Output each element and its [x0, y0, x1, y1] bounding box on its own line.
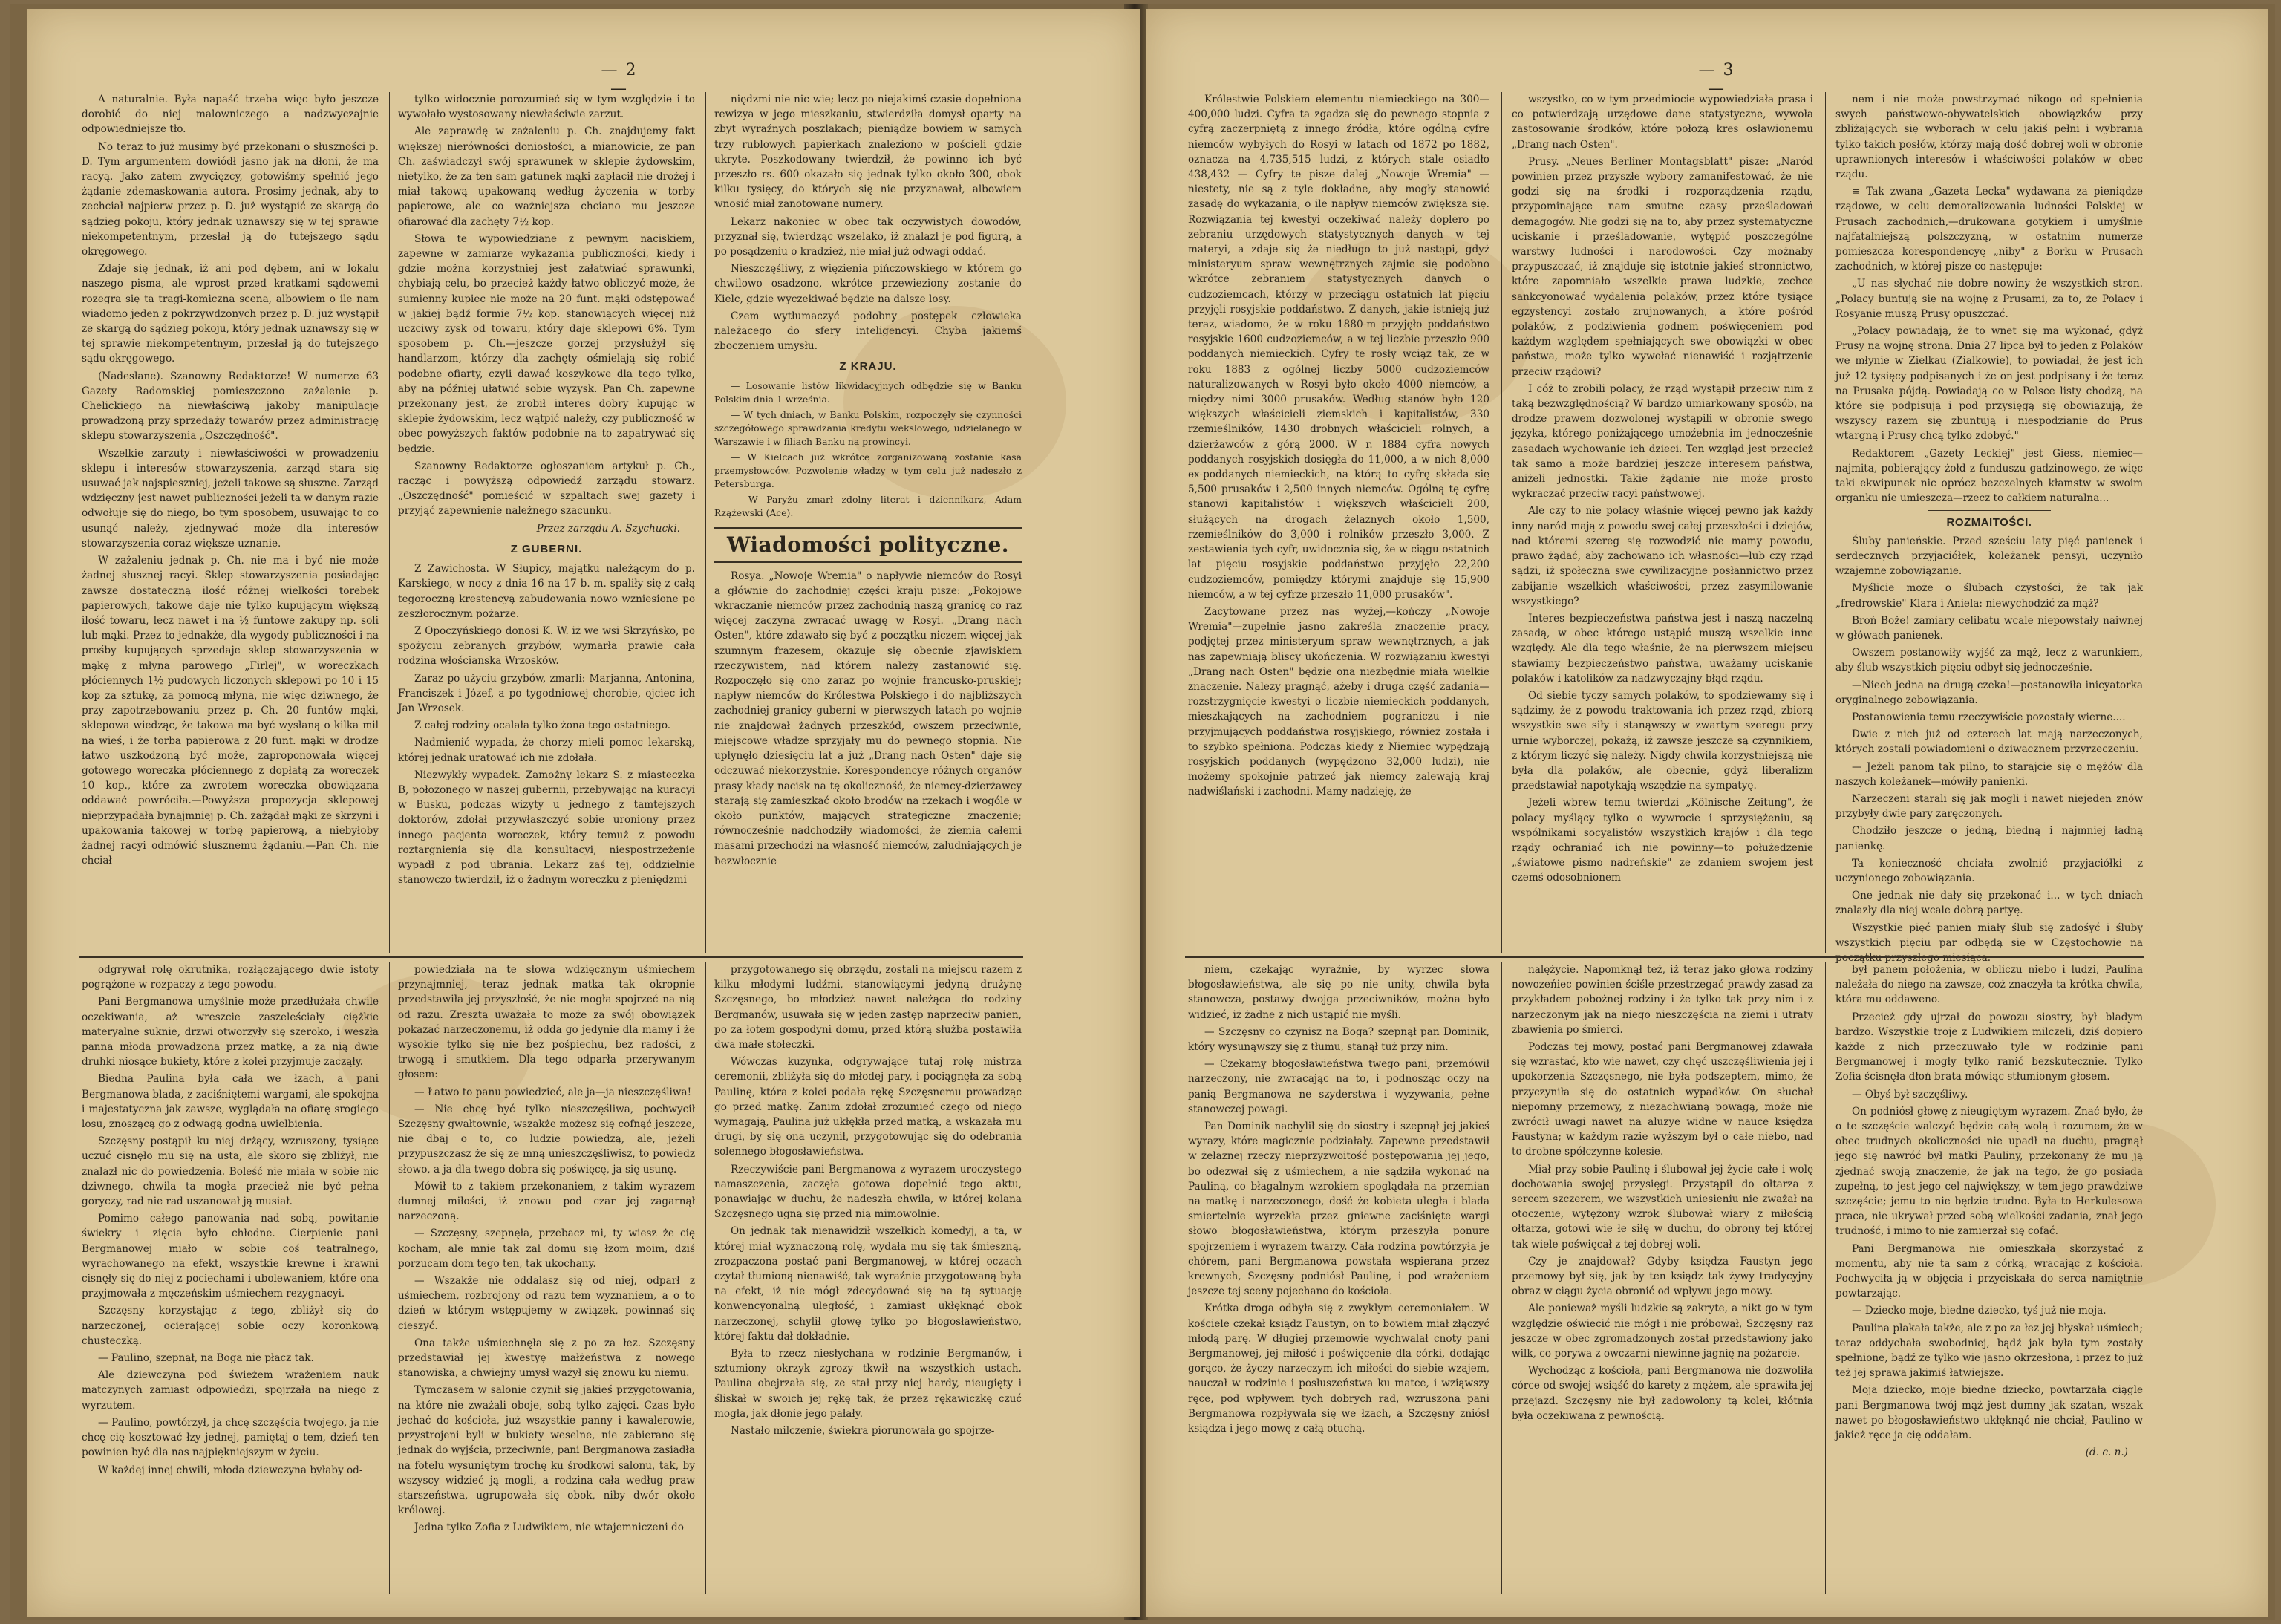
feuilleton-paragraph: Wówczas kuzynka, odgrywające tutaj rolę mistrza ceremonii, zbliżyła się do młodej pary, i pociągnęła za sobą Paulinę, która z kolei podała rękę Szczęsnemu prowadząc go przed matkę. Zanim zdołał zrozumieć czego od niego wymagają, Paulina już ukłękła przed matką, a wskazała mu drugi, by się ona uczynił, przygotowując się do odebrania solennego błogosławieństwa. [714, 1056, 1022, 1158]
feuilleton-paragraph: Biedna Paulina była cała we łzach, a pani Bergmanowa blada, z zaciśniętemi wargami, ale spokojna i majestatyczna jak zawsze, wyglądała na ofiarę srogiego losu, znoszącą go z odwagą godną uwielbienia. [82, 1073, 379, 1131]
feuilleton-column-1 [1188, 962, 1489, 1594]
political-news-paragraph: wszystko, co w tym przedmiocie wypowiedziała prasa i co potwierdzają urzędowe dane statystyczne, wywoła zastosowanie środków, które położą kres osławionemu „Drang nach Osten". [1512, 94, 1813, 151]
article-paragraph: Wszelkie zarzuty i niewłaściwości w prowadzeniu sklepu i interesów stowarzyszenia, zarząd stara się usuwać jak najspieszniej, jeżeli takowe są słuszne. Zarząd wdzięczny jest nawet publiczności jeżeli ta w danym razie odwołuje się do niego, bo tym sposobem, usuwając to co usunąć należy, zjednywać może dla interesów stowarzyszenia coraz większe uznanie. [82, 447, 379, 550]
news-paragraph: Narzeczeni starali się jak mogli i nawet niejeden znów przybyły dwie pary zaręczonych. [1835, 792, 2143, 821]
news-paragraph: — Jeżeli panom tak pilno, to starajcie się o mężów dla naszych koleżanek—mówiły panienki. [1835, 760, 2143, 788]
article-paragraph: No teraz to już musimy być przekonani o słuszności p. D. Tym argumentem dowiódł jasno jak na dłoni, że ma racyą. Jako zatem zwycięzcy, gotowiśmy spełnić jego żądanie zdemaskowania autora. Prosimy jednak, aby to zechciał najpierw przez p. D. już wystąpić ze skargą do sądzieg pokoju, który jednak uznawszy się w tej sprawie niekompetentnym, przesłał ją do tutejszego sądu okręgowego. [82, 140, 379, 258]
feuilleton-paragraph: odgrywał rolę okrutnika, rozłączającego dwie istoty pogrążone w rozpaczy z tego powodu. [82, 964, 379, 991]
feuilleton-paragraph: Szczęsny korzystając z tego, zbliżył się do narzeczonej, ocierającej sobie oczy koronkową chusteczką. [82, 1305, 379, 1347]
political-news-paragraph: I cóż to zrobili polacy, że rząd wystąpił przeciw nim z taką bezwzględnością? W bardzo umiarkowany sposób, na drodze prawem dozwolonej wystąpili w obronie swego języka, którego poniżającego umoźebnia im jednocześnie zasadach wychowanie ich dzieci. Ten wzgląd jest przecież tak samo a może bardziej jeszcze interesem państwa, aniżeli jednostki. Takie żądanie nie może prosto wykraczać przeciw racyi państwowej. [1512, 382, 1813, 500]
feuilleton-paragraph: Moja dziecko, moje biedne dziecko, powtarzała ciągle pani Bergmanowa twój mąż jest dumny jak szatan, wszak nawet po błogosławieństwo ukłęknąć nie chciał, Paulino w jakież ręce ja cię oddałam. [1835, 1384, 2143, 1442]
news-paragraph: Owszem postanowiły wyjść za mąż, lecz z warunkiem, aby ślub wszystkich pięciu odbył się jednocześnie. [1835, 647, 2143, 674]
political-news-paragraph: Królestwie Polskiem elementu niemieckiego na 300—400,000 ludzi. Cyfra ta zgadza się do pewnego stopnia z cyfrą zaczerpniętą z innego źródła, które ogólną cyfrę niemców wybyłych do Rosyi w latach od 1872 po 1882, oznacza na 4,735,515 ludzi, z których stale osiadło 438,432 — Cyfry te pisze dalej „Nowoje Wremia" — niestety, nie są z tyle dokładne, aby mogły stanowić zasadę do wykazania, o ile napływ niemców zwiększa się. Rozwiązania tej kwestyi oczekiwać należy doplero po zebraniu urzędowych statystycznych danych w tej materyi, a zdaje się że niedługo to już nastąpi, gdyż ministeryum spraw wewnętrznych zajmie się podobno wkrótce zebraniem statystycznych danych o cudzoziemcach, którzy w przeciągu ostatnich lat pięciu przyjęli rosyjskie poddaństwo. Z danych, jakie istnieją już teraz, wiadomo, że w roku 1880-m przyjęło poddaństwo rosyjskie 1600 cudzoziemców, a w tej liczbie przeszło 900 poddanych niemieckich. Cyfry te rosły wciąż tak, że w roku 1883 z ogólnej liczby 5000 cudzoziemców naturalizowanych w Rosyi było około 4000 niemców, a między nimi 3000 prusaków. Według stanów było 120 większych właścicieli ziemskich i kapitalistów, 330 rzemieślników, 1430 drobnych właścicieli rolnych, a dzierżawców z górą 2000. W r. 1884 cyfra nowych poddanych rosyjskich dosięgła do 11,000, a w nich 8,000 ex-poddanych niemieckich, na którą to cyfrę składa się 5,500 prusaków i 2,500 innych niemców. Ogólną tę cyfrę stanowi kapitalistów i większych właścicieli 200, służących na drogach żelaznych około 1,500, rzemieślników do 3,000 i rolników przeszło 3,000. Z zestawienia tych cyfr, uwidocznia się, że w ciągu ostatnich lat pięciu rosyjskie poddaństwo przyjęło 22,200 cudzoziemców, pomiędzy którymi znajduje się 15,900 niemców, a w tej cyfrze przeszło 11,000 prusaków". [1188, 94, 1489, 601]
news-paragraph: Lekarz nakoniec w obec tak oczywistych dowodów, przyznał się, twierdząc wszelako, iż znalazł je pod figurą, a po posądzeniu o kradzież, nie miał już odwagi oddać. [714, 215, 1022, 258]
news-paragraph: Nieszczęśliwy, z więzienia pińczowskiego w którem go chwilowo osadzono, wkrótce przewieziony zostanie do Kielc, gdzie wyczekiwać będzie na dalsze losy. [714, 263, 1022, 305]
news-paragraph: nem i nie może powstrzymać nikogo od spełnienia swych państwowo-obywatelskich obowiązków przy zbliżających się wyborach w celu jakiś pełni i wybrania tylko takich posłów, którzy mają dość dobrej woli w obronie uprawnionych interesów i właściwości polaków w obec rządu. [1835, 94, 2143, 181]
feuilleton-divider [1185, 956, 2144, 958]
news-paragraph: Ta konieczność chciała zwolnić przyjaciółki z uczynionego zobowiązania. [1835, 857, 2143, 884]
feuilleton-paragraph: Krótka droga odbyła się z zwykłym ceremoniałem. W kościele czekał ksiądz Faustyn, on to bowiem miał złączyć młodą parę. W długiej przemowie wychwalał cnoty pani Bergmanowej, jej miłość i poświęcenie dla córki, dodając gorąco, że życzy narzeczym ich miłości do siebie wzajem, nauczał w rodzinie i posłuszeństwa ku matce, i wziąwszy ręce, pod wpływem tych dobrych rad, wzruszona pani Bergmanowa rozpływała się we łzach, a Szczęsny zniósł ksiądza i jego mowę z całą otuchą. [1188, 1302, 1489, 1435]
page-3 [1146, 9, 2268, 1617]
left-column-2 [398, 92, 695, 950]
feuilleton-paragraph: — Obyś był szczęśliwy. [1852, 1088, 1968, 1100]
feuilleton-paragraph: przygotowanego się obrzędu, zostali na miejscu razem z kilku młodymi ludźmi, stanowiącymi jedyną drużynę Szczęsnego, bo młodzież nawet należąca do rodziny Bergmanów, usuwała się w jeden zastęp naprzeciw panien, po za łotem gospodyni domu, przed którą służba postawiła dwa małe stołeczki. [714, 964, 1022, 1051]
feuilleton-paragraph: Paulina płakała także, ale z po za łez jej błyskał uśmiech; teraz oddychała swobodniej, bądź jak była tym zostały spełnione, bądź że tylko wie jasno okrzesłona, i przez to już też jej sprawa jakimiś łatwiejsze. [1835, 1322, 2143, 1380]
feuilleton-paragraph: — Szczęsny, szepnęła, przebacz mi, ty wiesz że cię kocham, ale mnie tak żal domu się łzom moim, dziś porzucam dom tego ten, tak ukochany. [398, 1227, 695, 1270]
news-paragraph: —Niech jedna na drugą czeka!—postanowiła inicyatorka oryginalnego zobowiązania. [1835, 679, 2143, 706]
continuation-note: (d. c. n.) [2085, 1447, 2128, 1459]
news-paragraph: Nadmienić wypada, że chorzy mieli pomoc lekarską, której jednak uratować ich nie zdołała. [398, 737, 695, 764]
feuilleton-divider [79, 956, 1023, 958]
feuilleton-paragraph: Nastało milczenie, świekra piorunowała go spojrze- [731, 1425, 995, 1438]
news-paragraph: Redaktorem „Gazety Leckiej" jest Giess, niemiec—najmita, pobierający żołd z funduszu gadzinowego, że więc taki ekwipunek nic oprócz bezczelnych kłamstw w swoim organku nie umieszcza—rzecz to całkiem naturalna... [1835, 447, 2143, 505]
news-paragraph: „U nas słychać nie dobre nowiny że wszystkich stron. „Polacy buntują się na wojnę z Prusami, za to, że Polacy i Rosyanie muszą Prusy opuszczać. [1835, 278, 2143, 320]
feuilleton-paragraph: Szczęsny postąpił ku niej drżący, wzruszony, tysiące uczuć cisnęło mu się na usta, ale skoro się zbliżył, nie znalazł nic do powiedzenia. Boleść nie miała w sobie nic dziwnego, chwila ta mogła przecież nie być pełna goryczy, rad nie rad uszanował ją musiał. [82, 1135, 379, 1208]
feuilleton-paragraph: On podniósł głowę z nieugiętym wyrazem. Znać było, że o te szczęście walczyć będzie całą wolą i rozumem, że w obec trudnych okoliczności nie upadł na duchu, pragnął jego się nawróć był matki Pauliny, przekonany że mu ją zjednać swoją znaczenie, że jak na tego, że go posiada zupełną, to jest jego cel największy, w tem jego prawdziwe szczęście; jemu to nie będzie trudno. Była to Herkulesowa praca, nie ukrywał przed sobą wielkości zadania, znał jego trudność, i mimo to nie zamierzał się cofać. [1835, 1105, 2143, 1238]
section-kraju-title: Z KRAJU. [839, 360, 897, 374]
feuilleton-paragraph: Tymczasem w salonie czynił się jakieś przygotowania, na które nie zważali oboje, sobą tylko zajęci. Czas było jechać do kościoła, już wszystkie panny i kawalerowie, przystrojeni byli w bukiety weselne, nie zabierano się jednak do wyjścia, przeciwnie, pani Bergmanowa zasiadła na fotelu wysuniętym trochę ku środkowi salonu, tak, by wszyscy widzieć ją mogli, a rodzina cała według praw starszeństwa, ugrupowała się obok, niby dwór około królowej. [398, 1384, 695, 1517]
feuilleton-paragraph: W każdej innej chwili, młoda dziewczyna byłaby od- [98, 1464, 363, 1476]
political-news-paragraph: Jeżeli wbrew temu twierdzi „Kölnische Zeitung", że polacy myślący tylko o wywrocie i sprzysiężeniu, są wspólnikami socyalistów wszystkich krajów i dla tego rządy ochraniać ich nie powinny—to połużedzenie „światowe pismo nadreńskie" ze zdaniem swojem jest czemś odosobnionem [1512, 797, 1813, 884]
section-miscellany-title: ROZMAITOŚCI. [1946, 516, 2032, 529]
right-column-3 [1835, 92, 2143, 950]
feuilleton-paragraph: On jednak tak nienawidził wszelkich komedyj, a ta, w której miał wyznaczoną rolę, wydała mu się tak śmieszną, zrozpaczona postać pani Bergmanowej, w której oczach czytał tłumioną nienawiść, tak wyraźnie przygotowaną była na efekt, iż nie mógł zdecydować się na tą sytuację konwencyonalną uległość, i zamiast ukłęknąć obok narzeczonej, schylił głowę tylko po błogosławieństwo, której faktu dał dokładnie. [714, 1225, 1022, 1343]
news-paragraph: Śluby panieńskie. Przed sześciu laty pięć panienek i serdecznych przyjaciółek, koleżanek pensyi, uczyniło wzajemne zobowiązanie. [1835, 535, 2143, 578]
section-guberni-title: Z GUBERNI. [510, 542, 583, 555]
left-column-3 [714, 92, 1022, 950]
domestic-news-item: — W Kielcach już wkrótce zorganizowaną zostanie kasa przemysłowców. Pozwolenie władzy w tym celu już nadeszło z Petersburga. [714, 451, 1022, 489]
political-news-paragraph: Rosya. „Nowoje Wremia" o napływie niemców do Rosyi a głównie do zachodniej części kraju pisze: „Pokojowe wkraczanie niemców przez zachodnią naszą granicę co raz więcej zaczyna zwracać uwagę w Rosyi. „Drang nach Osten", które zdawało się być z początku niczem więcej jak szumnym frazesem, okazuje się obecnie zjawiskiem rzeczywistem, nad którem należy zastanowić się. Rozpoczęło się ono zaraz po wojnie francusko-pruskiej; napływ niemców do Królestwa Polskiego i do najbliższych zachodniej granicy guberni w pierwszych latach po wojnie nie znajdował żadnych przeszkód, owszem przeciwnie, miejscowe władze sprzyjały mu do pewnego stopnia. Nie upłynęło dziesięciu lat a już „Drang nach Osten" daje się odczuwać niekorzystnie. Korespondencye różnych organów prasy kłady nacisk na tę okoliczność, że niemcy-dzierżawcy starają się zamieszkać około brodów na rzekach i wogóle w około punktów, mających strategiczne znaczenie; równocześnie nadchodziły wiadomości, że ziemia całemi masami przechodzi na własność niemców, zaludniających je bezwłocznie [714, 570, 1022, 867]
political-news-paragraph: Prusy. „Neues Berliner Montagsblatt" pisze: „Naród powinien przez przyszłe wybory zamanifestować, że nie godzi się na środki i rozporządzenia rządu, przypominające nam smutne czasy prześladowań demagogów. Nie godzi się na to, aby przez systematyczne uciskanie i prześladowanie, wytępić poszczególne warstwy ludności i narodowości. Czy możnaby przypuszczać, iż znajduje się istotnie jakieś stronnictwo, które zapomniało wszelkie prawa ludzkie, zechce sankcyonować wydalenia polaków, przez które tysiące egzystencyi zostało zrujnowanych, a które pośród polaków, z podziwienia godnem poświęceniem pod każdym względem spełniających swe obowiązki w obec państwa, może tylko wywołać nienawiść i rozjątrzenie przeciw rządowi? [1512, 155, 1813, 378]
article-paragraph: Szanowny Redaktorze ogłoszaniem artykuł p. Ch., racząc i powyższą odpowiedź zarządu stowarz. „Oszczędność" pomieścić w szpaltach swej gazety i przyjąć zapewnienie należnego szacunku. [398, 460, 695, 518]
news-paragraph: Chodziło jeszcze o jedną, biedną i najmniej ładną panienkę. [1835, 825, 2143, 852]
feuilleton-paragraph: powiedziała na te słowa wdzięcznym uśmiechem przynajmniej, teraz jednak matka tak okropnie przedstawiła jej przyszłość, że nie mogła spojrzeć na nią od razu. Zresztą uważała to może za swój obowiązek pokazać narzeczonemu, iż odda go jedynie dla mamy i że wysokie tylko się nie bez pośpiechu, bez radości, z trwogą i smutkiem. Dla tego odparła przerywanym głosem: [398, 964, 695, 1081]
article-paragraph: Słowa te wypowiedziane z pewnym naciskiem, zapewne w zamiarze wykazania publiczności, kiedy i gdzie można korzystniej jest załatwiać sprawunki, chybiają celu, bo przecież każdy łatwo obliczyć może, że sumienny kupiec nie może na 20 funt. mąki odstępować w jakiej bądź formie 7½ kop. stanowiących więcej niż uczciwy zysk od towaru, który daje sklepowi 6%. Tym sposobem p. Ch.—jeszcze gorzej przysłużył się handlarzom, którzy dla zachęty ośmielają się robić podobne ofiarty, czyli dawać koszykowe dla tego tylko, aby na później ułatwić sobie wyzysk. Pan Ch. zapewne przekonany jest, że zrobił interes dobry kupując w sklepie żydowskim, lecz wątpić należy, czy publiczność w obec powyższych faktów podobnie na to zapatrywać się będzie. [398, 232, 695, 455]
right-column-1 [1188, 92, 1489, 950]
page-number: — 3 — [1698, 61, 1735, 98]
article-paragraph: Ale zaprawdę w zażaleniu p. Ch. znajdujemy fakt większej nierówności doniosłości, a mianowicie, że pan Ch. zaświadczył swój sprawunek w sklepie żydowskim, nietylko, że za ten sam gatunek mąki zapłacił nie drożej i miał takową upakowaną według życzenia w torby papierowe, ale co ważniejsza chciano mu jeszcze ofiarować dla zachęty 7½ kop. [398, 125, 695, 228]
feuilleton-paragraph: — Nie chcę być tylko nieszczęśliwa, pochwycił Szczęsny gwałtownie, wszakże możesz się cofnąć jeszcze, nie dbaj o to, co ludzie powiedzą, ale, jeżeli przypuszczasz że się ze mną unieszczęśliwisz, to powiedz słowo, a ja dla twego dobra się poświęcę, ja się usunę. [398, 1103, 695, 1175]
feuilleton-paragraph: Ale ponieważ myśli ludzkie są zakryte, a nikt go w tym względzie oświecić nie mógł i nie próbował, Szczęsny raz jeszcze w obec zgromadzonych został przedstawiony jako wilk, co porywa z owczarni niewinne jagnię na pożarcie. [1512, 1302, 1813, 1360]
feuilleton-paragraph: — Wszakże nie oddalasz się od niej, odparł z uśmiechem, rozbrojony od razu tem wyznaniem, a o to dzień w którym wstępujemy w związek, powinnaś się cieszyć. [398, 1275, 695, 1332]
feuilleton-paragraph: — Paulino, powtórzył, ja chcę szczęścia twojego, ja nie chcę cię kosztować łzy jednej, pamiętaj o tem, dzień ten powinien być dla nas najpiękniejszym w życiu. [82, 1416, 379, 1459]
news-paragraph: Z Zawichosta. W Słupicy, majątku należącym do p. Karskiego, w nocy z dnia 16 na 17 b. m. spaliły się z całą tegoroczną krestencyą zabudowania nowo wzniesione po zeszłorocznym pożarze. [398, 563, 695, 620]
news-paragraph: Myślicie może o ślubach czystości, że tak jak „fredrowskie" Klara i Aniela: niewychodzić za mąż? [1835, 582, 2143, 610]
feuilleton-column-2 [398, 962, 695, 1594]
article-paragraph: W zażaleniu jednak p. Ch. nie ma i być nie może żadnej słusznej racyi. Sklep stowarzyszenia posiadając zawsze dostateczną ilość różnej wielkości torebek papierowych, takowe daje nie tylko kupującym większą ilość towaru, lecz nawet i na ½ funtowe zakupy np. soli lub mąki. Przez to jednakże, dla wygody publiczności i na prośby kupujących sprzedaje sklep stowarzyszenia w mąkę z młyna parowego „Firlej", w woreczkach płóciennych 1½ pudowych liczonych sklepowi po 10 i 15 kop za sztukę, za pomocą młyna, nie więc dziwnego, że przy zapotrzebowaniu przez p. Ch. 20 funtów mąki, sklepowa wiedząc, że takowa ma być wysłaną o kilka mil na wieś, i że torba papierowa z 20 funt. mąki w drodze łatwo uszkodzoną być może, zaproponowała więcej gotowego woreczka płóciennego z dopłatą za woreczek 10 kop., które za zwrotem woreczka obowiązana oddawać powróciła.—Powyższa propozycja sklepowej nieprzypadała bynajmniej p. Ch. zażądał mąki ze skrzyni i upakowania takowej w torbę papierową, a niebyłoby żadnej racyi odmówić słusznemu żądaniu.—Pan Ch. nie chciał [82, 555, 379, 867]
feuilleton-column-3 [1835, 962, 2143, 1594]
feuilleton-paragraph: — Łatwo to panu powiedzieć, ale ja—ja nieszczęśliwa! [414, 1086, 692, 1098]
feuilleton-paragraph: Podczas tej mowy, postać pani Bergmanowej zdawała się wzrastać, kto wie nawet, czy chęć uszczęśliwienia jej i upokorzenia Szczęsnego, nie była podszeptem, mimo, że przyczyniła się do ostatnich wypadków. On słuchał niepomny przemowy, z niezachwianą powagą, może nie zwrócił uwagi nawet na aluzye widne w nauce księdza Faustyna; w każdym razie wyższym był o całe niebo, nad to drobne spółczynne kolesie. [1512, 1041, 1813, 1158]
feuilleton-paragraph: Pomimo całego panowania nad sobą, powitanie świekry i zięcia było chłodne. Cierpienie pani Bergmanowej miało w sobie coś teatralnego, wyrachowanego na efekt, wszystkie krewne i krawni cisnęły się do niej z pociechami i ubolewaniem, które ona przyjmowała z męczeńskim uśmiechem rezygnacyi. [82, 1213, 379, 1300]
news-paragraph: Dwie z nich już od czterech lat mają narzeczonych, których zostali powiadomieni o dziwacznem przyrzeczeniu. [1835, 728, 2143, 756]
feuilleton-paragraph: — Szczęsny co czynisz na Boga? szepnął pan Dominik, który wysunąwszy się z tłumu, stanął tuż przy nim. [1188, 1025, 1489, 1054]
article-paragraph: Zdaje się jednak, iż ani pod dębem, ani w lokalu naszego pisma, ale wprost przed kratkami sądowemi rozegra się ta tragi-komiczna scena, albowiem o ile nam wiadomo jeden z pokrzywdzonych przez p. D. już wystąpił ze skargą do sądzieg pokoju, który jednak uznawszy się w tej sprawie niekompetentnym, przesłał ją do tutejszego sądu okręgowego. [82, 263, 379, 365]
feuilleton-paragraph: Czy je znajdował? Gdyby księdza Faustyn jego przemowy był się, jak by ten ksiądz tak żywy tradycyjny obraz w ciągu życia obronić od wpływu jego mowy. [1512, 1255, 1813, 1298]
page-number: — 2 — [601, 61, 638, 98]
feuilleton-paragraph: Ona także uśmiechnęła się z po za łez. Szczęsny przedstawiał jej kwestyę małżeństwa z nowego stanowiska, a chwiejny umysł ważył się znowu ku niemu. [398, 1337, 695, 1380]
article-paragraph: A naturalnie. Była napaść trzeba więc było jeszcze dorobić do niej malowniczego a nadzwyczajnie odpowiedniejsze tło. [82, 94, 379, 136]
feuilleton-paragraph: — Dziecko moje, biedne dziecko, tyś już nie moja. [1852, 1305, 2107, 1317]
news-paragraph: Z całej rodziny ocalała tylko żona tego ostatniego. [414, 720, 671, 732]
feuilleton-paragraph: Mówił to z takiem przekonaniem, z takim wyrazem dumnej miłości, iż znowu pod czar jej zagarnął narzeczoną. [398, 1180, 695, 1223]
feuilleton-paragraph: Jedna tylko Zofia z Ludwikiem, nie wtajemniczeni do [414, 1522, 684, 1534]
feuilleton-paragraph: Miał przy sobie Paulinę i ślubował jej życie całe i wolę dochowania swojej przysięgi. Przystąpił do ołtarza z sercem szczerem, we wszystkich uniesieniu nie zważał na otoczenie, wytężony wzrok ślubował wiary z miłością ołtarza, gotowi wie łe siłę w duchu, do obrony tej której tak wiele poświęcał z tej dobrej woli. [1512, 1163, 1813, 1250]
news-paragraph: One jednak nie dały się przekonać i... w tych dniach znalazły dla niej wcale dobrą partyę. [1835, 890, 2143, 917]
domestic-news-item: — W tych dniach, w Banku Polskim, rozpoczęły się czynności szczegółowego sprawdzania kredytu wekslowego, udzielanego w Warszawie i w filiach Banku na prowincyi. [714, 408, 1022, 447]
news-paragraph: Niezwykły wypadek. Zamożny lekarz S. z miasteczka B, położonego w naszej gubernii, przebywając na kuracyi w Busku, podczas wizyty u jednego z tamtejszych doktorów, zdołał przywłaszczyć sobie uroniony przez innego pacjenta woreczek, który temuż z powodu roztargnienia się dla konsultacyi, niespostrzeżenie wypadł z pod ubrania. Lekarz zaś tej, oddzielnie stanowczo twierdził, iż o żadnym woreczku z pieniędzmi [398, 769, 695, 887]
feuilleton-paragraph: był panem położenia, w obliczu niebo i ludzi, Paulina należała do niego na zawsze, coż znaczyła ta krótka chwila, która mu oddaweno. [1835, 964, 2143, 1006]
news-paragraph: Wszystkie pięć panien miały ślub się zadośyć i śluby wszystkich pięciu par odbędą się w Częstochowie na [1835, 922, 2143, 949]
newspaper-spread [10, 4, 2275, 1620]
feuilleton-paragraph: Pan Dominik nachylił się do siostry i szepnął jej jakieś wyrazy, które magicznie podziałały. Zapewne przedstawił w żelaznej rzeczy nieprzyzwoitość postępowania jej jego, bo odezwał się z uśmiechem, a nie sądziła wykonać na Pauliną, co błagalnym wzrokiem spoglądała na przemian na matkę i narzeczonego, dość że kobieta uległa i blada smiertelnie wyrzekła przez gniewne zaciśnięte wargi słowo błogosławieństwa, którym przeszyła ponure spojrzeniem i wyrazem twarzy. Cała rodzina powtórzyła je chórem, pani Bergmanowa powstała wspierana przez krewnych, Szczęsny podniósł Paulinę, i pod wrażeniem jeszcze tej sceny pojechano do kościoła. [1188, 1121, 1489, 1298]
news-paragraph: Postanowienia temu rzeczywiście pozostały wierne.... [1852, 711, 2126, 723]
signature: Przez zarządu A. Szychucki. [536, 522, 680, 535]
news-paragraph: Czem wytłumaczyć podobny postępek człowieka należącego do sfery inteligencyi. Chyba jakiemś zboczeniem umysłu. [714, 310, 1022, 353]
feuilleton-paragraph: Rzeczywiście pani Bergmanowa z wyrazem uroczystego namaszczenia, zaczęła gotowa dopełnić tego aktu, ponawiając w duchu, że nadeszła chwila, w której kolana Szczęsnego ugną się przed nią mimowolnie. [714, 1163, 1022, 1221]
article-paragraph: (Nadesłane). Szanowny Redaktorze! W numerze 63 Gazety Radomskiej pomieszczono zażalenie p. Chelickiego na niewłaściwą jakoby manipulację prowadzoną przy sprzedaży towarów przez administrację sklepu stowarzyszenia „Oszczędność". [82, 370, 379, 443]
page-2 [27, 9, 1140, 1617]
feuilleton-paragraph: — Paulino, szepnął, na Boga nie płacz tak. [98, 1352, 314, 1365]
feuilleton-paragraph: Pani Bergmanowa nie omieszkała skorzystać z momentu, aby nie ta sam z córką, wracając z kościoła. Pochwyciła ją w objęcia i przyciskała do serca namiętnie powtarzając. [1835, 1242, 2143, 1300]
news-paragraph: „Polacy powiadają, że to wnet się ma wykonać, gdyż Prusy na wojnę strona. Dnia 27 lipca był to jeden z Polaków we młynie w Zielkau (Zialkowie), to powiadał, że jest ich już 12 tysięcy podpisanych i że on jest podpisany i że teraz na Prusaka pójdą. Powiadają co w Polsce listy chodzą, na które się podpisują i pod przysięgą się obowiązują, że wszyscy razem się zbuntują i niespodzianie do Prus wtargną i Prusy chcą tylko zdobyć." [1835, 325, 2143, 443]
news-paragraph: Zaraz po użyciu grzybów, zmarli: Marjanna, Antonina, Franciszek i Józef, a po tygodniowej chorobie, ojciec ich Jan Wrzosek. [398, 672, 695, 714]
left-column-1 [82, 92, 379, 950]
feuilleton-paragraph: Pani Bergmanowa umyślnie może przedłużała chwile oczekiwania, aż wreszcie zaszeleściały ciężkie materyalne suknie, drzwi otworzyły się szeroko, i weszła panna młoda prowadzona przez matkę, a za nią dwie druhki niosące bukiety, które z kolei przyjmuje zacząły. [82, 996, 379, 1069]
feuilleton-paragraph: niem, czekając wyraźnie, by wyrzec słowa błogosławieństwa, ale się po nie unity, chwila była stanowcza, postawy dwojga przeciwników, można było widzieć, iż żadne z nich ustąpić nie myśli. [1188, 964, 1489, 1021]
political-news-paragraph: Zacytowane przez nas wyżej,—kończy „Nowoje Wremia"—zupełnie jasno zakreśla znaczenie pracy, podjętej przez ministeryum spraw wewnętrznych, a jak nas zapewniają bliscy ukończenia. W rozwiązaniu kwestyi „Drang nach Osten" będzie ona niezbędnie miała wielkie znaczenie. Nalezy pragnąć, ażeby i druga część zadania—rozstrzygnięcie kwestyi o liczbie niemieckich poddanych, mieszkających na zachodniem pograniczu i nie przyjmujących poddaństwa rosyjskiego, również została i to szybko spełniona. Podczas kiedy z Niemiec wypędzają rosyjskich poddanych (wypędzono 32,000 ludzi), nie możemy spokojnie patrzeć jak niemcy zalewają kraj nadwiślański i zachodni. Mamy nadzieję, że [1188, 605, 1489, 798]
feuilleton-column-3 [714, 962, 1022, 1594]
feuilleton-paragraph: Była to rzecz niesłychana w rodzinie Bergmanów, i sztumiony okrzyk zgrozy tkwił na wszystkich ustach. Paulina obejrzała się, ze stał przy niej hardy, nieugięty i śliskał w swoich jej rękę tak, że przez rękawiczkę czuć mogła, jak dłonie jego pałały. [714, 1348, 1022, 1420]
right-column-2 [1512, 92, 1813, 950]
political-news-paragraph: Ale czy to nie polacy właśnie więcej pewno jak każdy inny naród mają z powodu swej całej przeszłości i dziejów, nad któremi szereg się rozwodzić nie mamy powodu, prawo żądać, aby zachowano ich własności—lub czy rząd sądzi, iż społeczna swe cywilizacyjne posłannictwo przez zabijanie wszelkich właściwości, przez zasymilowanie wszystkiego? [1512, 505, 1813, 607]
political-news-title: Wiadomości polityczne. [714, 527, 1022, 563]
feuilleton-paragraph: Wychodząc z kościoła, pani Bergmanowa nie dozwoliła córce od swojej wsiąść do karety z mężem, ale sprawiła jej przejazd. Szczęsny nie był zadowolony tą kolei, kłótnia była oczekiwana z pewnością. [1512, 1365, 1813, 1422]
news-paragraph: Z Opoczyńskiego donosi K. W. iż we wsi Skrzyńsko, po spożyciu zebranych grzybów, wymarła prawie cała rodzina włościanska Wrzosków. [398, 625, 695, 668]
domestic-news-item: — W Paryżu zmarł zdolny literat i dziennikarz, Adam Rzążewski (Ace). [714, 493, 1022, 518]
political-news-paragraph: Interes bezpieczeństwa państwa jest i naszą naczelną zasadą, w obec którego ustąpić muszą wszelkie inne względy. Ale dla tego właśnie, że na pierwszem miejscu stawiamy bezpieczeństwo państwa, uważamy uciskanie polaków i katolików za nadzwyczajny błąd rządu. [1512, 612, 1813, 685]
feuilleton-paragraph: — Czekamy błogosławieństwa twego pani, przemówił narzeczony, nie zwracając na to, i podnosząc oczy na panią Bergmanowa ne szyderstwa i wyzywania, pełne stanowczej powagi. [1188, 1058, 1489, 1115]
political-news-paragraph: Od siebie tyczy samych polaków, to spodziewamy się i sądzimy, że z powodu traktowania ich przez rząd, zbiorą wszystkie swe siły i stanąwszy w zwartym szeregu przy urnie wyborczej, pokażą, iż zawsze jeszcze są czynnikiem, z którym liczyć się należy. Nigdy chwila korzystniejszą nie była dla polaków, ale obecnie, gdyż liberalizm przedstawiał napotykają wszędzie na sympatyę. [1512, 689, 1813, 792]
feuilleton-paragraph: Przecież gdy ujrzał do powozu siostry, był bladym bardzo. Wszystkie troje z Ludwikiem milczeli, dziś dopiero każde z nich przeczuwało tyle w rodzinie pani Bergmanowej i mogły tylko ranić bezskutecznie. Tylko Zofia ścisnęła dłoń brata mówiąc stłumionym głosem. [1835, 1011, 2143, 1083]
news-paragraph: ≡ Tak zwana „Gazeta Lecka" wydawana za pieniądze rządowe, w celu demoralizowania ludności Polskiej w Prusach zachodnich,—drukowana gotykiem i umyślnie najfatalniejszą polszczyzną, w ostatnim numerze pomieszcza korespondencyę „niby" z Borku w Prusach zachodnich, w której pisze co następuje: [1835, 186, 2143, 273]
feuilleton-paragraph: Ale dziewczyna pod świeżem wrażeniem nauk matczynych zamiast odpowiedzi, spojrzała na niego z wyrzutem. [82, 1369, 379, 1412]
domestic-news-item: — Losowanie listów likwidacyjnych odbędzie się w Banku Polskim dnia 1 września. [714, 379, 1022, 405]
news-paragraph: niędzmi nie nic wie; lecz po niejakimś czasie dopełniona rewizya w jego mieszkaniu, stwierdziła domysł oparty na zbyt wyraźnych poszlakach; pieniądze bowiem w samych trzy rublowych papierkach znaleziono w pościeli gdzie ukryte. Poszkodowany twierdził, że powinno ich być przeszło rs. 600 okazało się jednak tylko około 300, obok kilku tysięcy, do których się nie przyznawał, albowiem wnosić miał zanotowane numery. [714, 94, 1022, 211]
feuilleton-paragraph: nalężycie. Napomknął też, iż teraz jako głowa rodziny nowozeńiec powinien ściśle przestrzegać prawdy zasad za przykładem pobożnej rodziny i że tylko tak przy nim i z narzeczonym jak na niego nieszczęścia na ziemi i utraty zbawienia po śmierci. [1512, 964, 1813, 1036]
article-paragraph: tylko widocznie porozumieć się w tym względzie i to wywołało wystosowany niewłaściwie zarzut. [398, 94, 695, 121]
news-paragraph: Broń Boże! zamiary celibatu wcale niepowstały naiwnej w główach panienek. [1835, 614, 2143, 642]
feuilleton-column-2 [1512, 962, 1813, 1594]
feuilleton-column-1 [82, 962, 379, 1594]
